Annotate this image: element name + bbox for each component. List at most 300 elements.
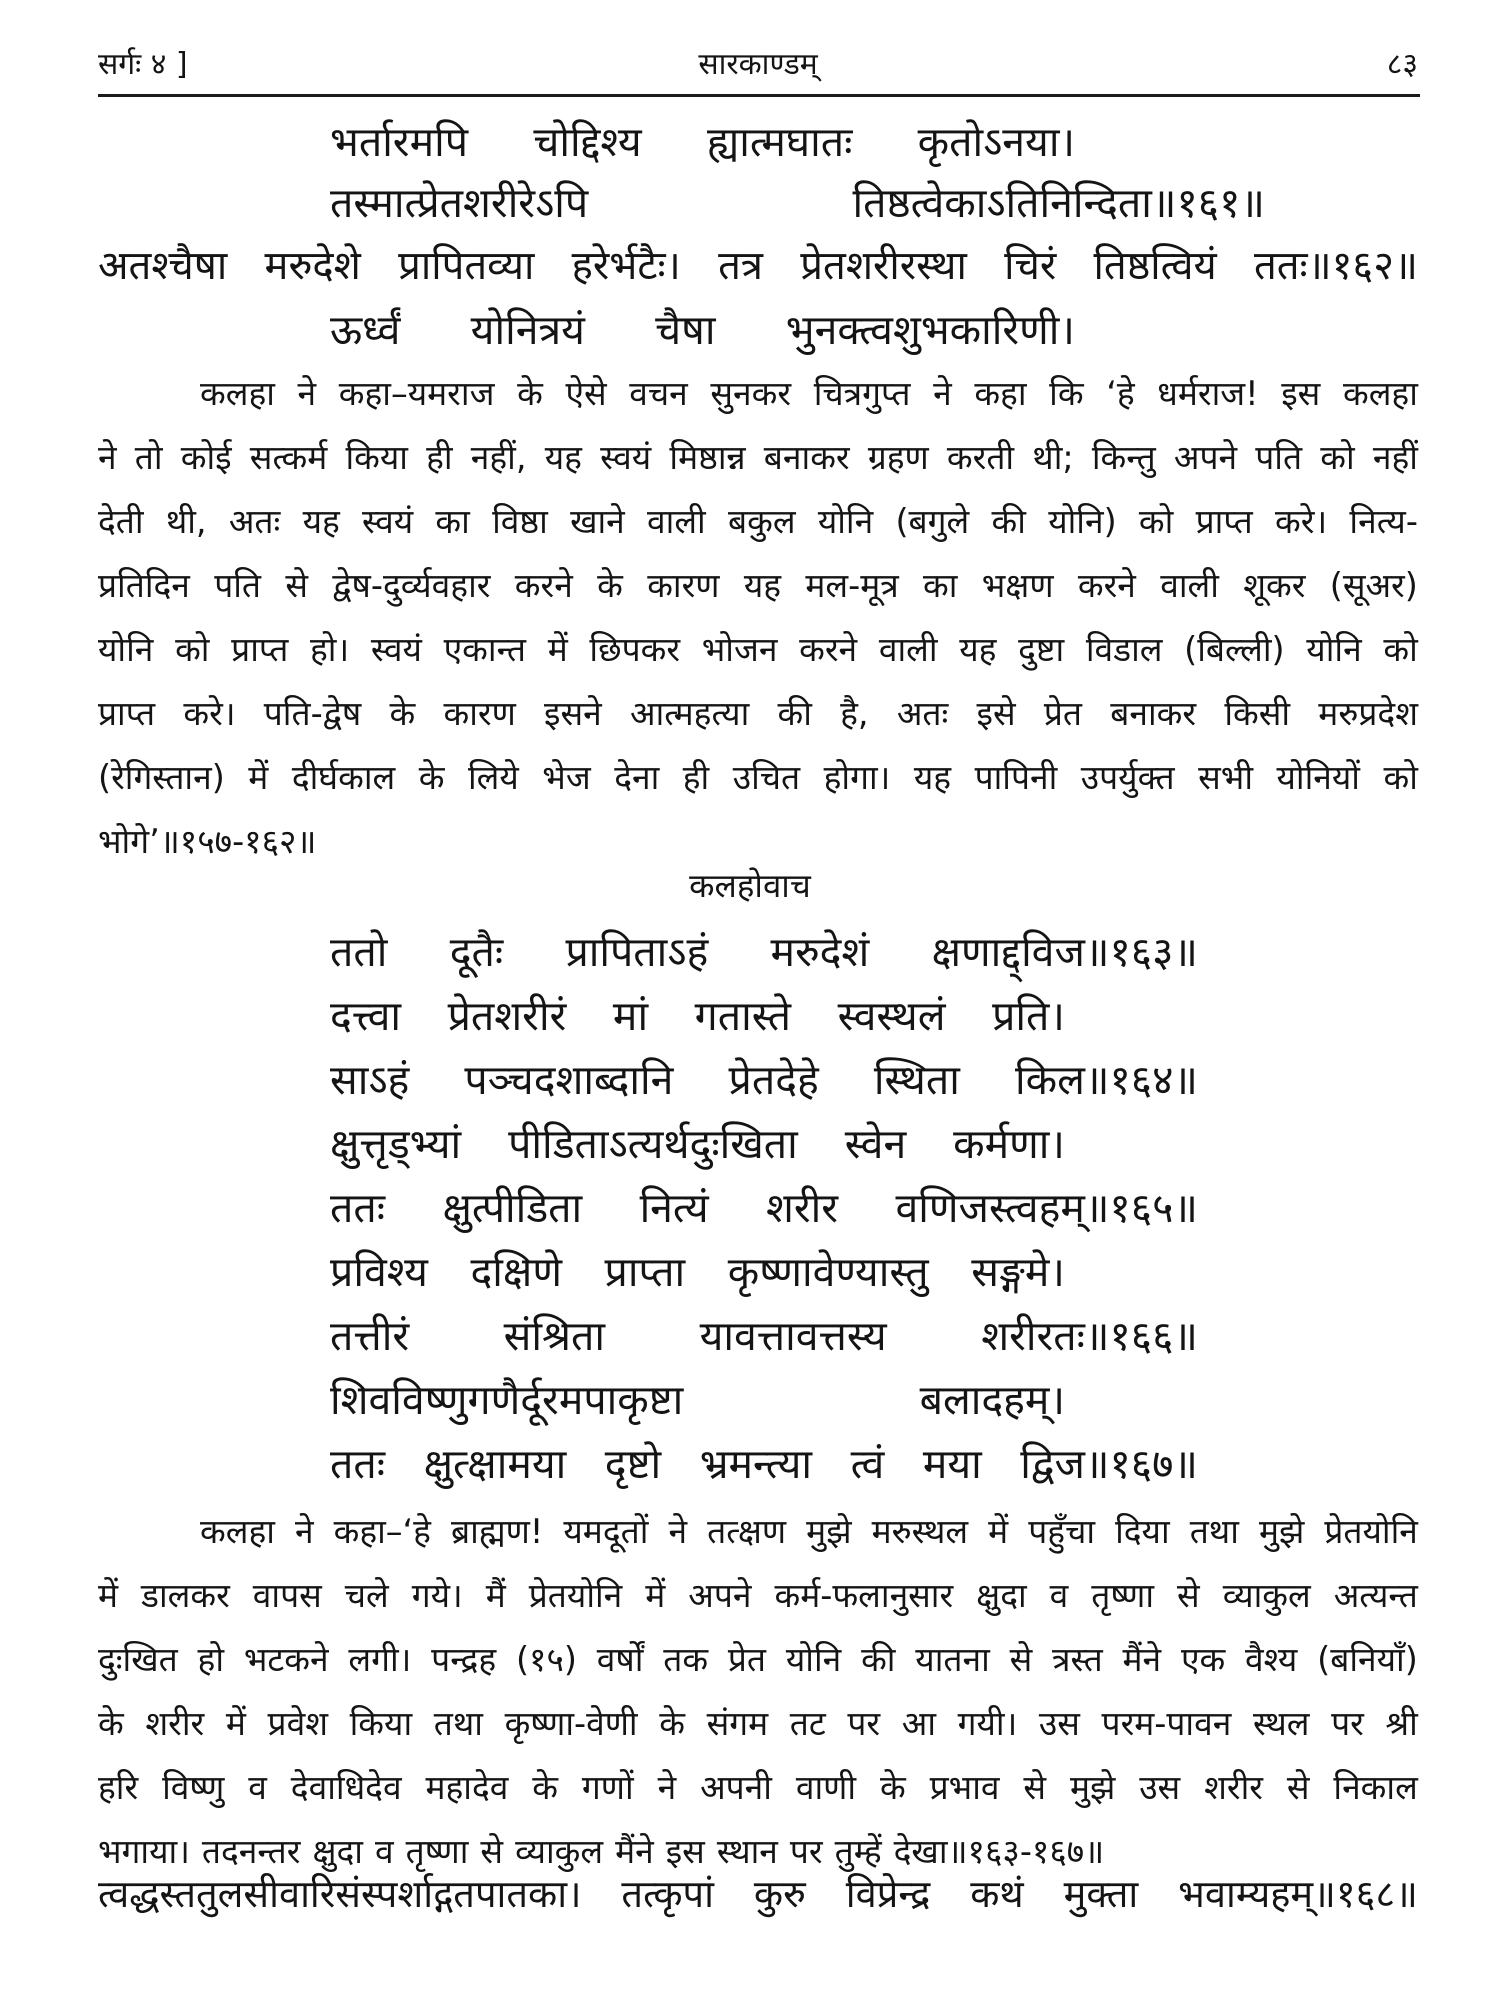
word: वापस xyxy=(252,1576,322,1615)
word: दत्त्वा xyxy=(330,992,402,1040)
paragraph-line xyxy=(98,1500,1418,1564)
paragraph-line xyxy=(98,490,1418,554)
word: क्षुदा xyxy=(976,1576,1027,1615)
word: से xyxy=(480,1832,504,1871)
word: देना xyxy=(614,758,660,797)
word: दुःखित xyxy=(98,1640,178,1679)
word: करने xyxy=(799,630,858,669)
translation-paragraph xyxy=(98,362,1418,874)
word: (१५) xyxy=(515,1640,577,1679)
word: दीर्घकाल xyxy=(291,758,396,797)
word: में xyxy=(988,1512,1009,1551)
word: दिया xyxy=(1115,1512,1170,1551)
word: प्रेतयोनि xyxy=(528,1576,623,1615)
page-number: ८३ xyxy=(1386,47,1418,82)
word: अत्यन्त xyxy=(1333,1576,1418,1615)
word: में xyxy=(225,1704,246,1743)
word: की xyxy=(991,502,1026,541)
word: अतः xyxy=(228,502,281,541)
word: छिपकर xyxy=(589,630,681,669)
word: प्राप्ता xyxy=(604,1248,686,1296)
word: भगाया। xyxy=(98,1832,190,1871)
verse-line xyxy=(330,1244,1065,1300)
word: त्वद्धस्ततुलसीवारिसंस्पर्शाद्गतपातका। xyxy=(98,1872,582,1916)
verse-line xyxy=(330,1308,1198,1364)
word: मल-मूत्र xyxy=(805,566,899,605)
word: करती xyxy=(946,438,1015,477)
translation-paragraph xyxy=(98,1500,1418,1884)
word: प्रवेश xyxy=(267,1704,328,1743)
word: तत्क्षण xyxy=(707,1512,787,1551)
word: स्वस्थलं xyxy=(837,992,946,1040)
word: (रेगिस्तान) xyxy=(98,758,225,797)
word: कलहा xyxy=(200,374,275,413)
word: श्री xyxy=(1385,1704,1418,1743)
word: की xyxy=(777,694,812,733)
word: विष्ठा xyxy=(492,502,548,541)
word: क्षुदा xyxy=(312,1832,363,1871)
word: से xyxy=(285,566,308,605)
word: ततः xyxy=(330,1184,386,1232)
word: को xyxy=(1320,438,1355,477)
word: वचन xyxy=(629,374,688,413)
word: का xyxy=(435,502,470,541)
word: कहा–‘हे xyxy=(333,1512,431,1551)
word: इसने xyxy=(544,694,602,733)
word: (बगुले xyxy=(895,502,970,541)
word: मरुस्थल xyxy=(871,1512,969,1551)
word: कर्मणा। xyxy=(953,1120,1065,1168)
word: इस xyxy=(665,1832,705,1871)
word: भर्तारमपि xyxy=(330,118,469,166)
word: तिष्ठत्वियं xyxy=(1093,243,1217,289)
word: तथा xyxy=(433,1704,483,1743)
word: लगी। xyxy=(348,1640,412,1679)
word: पञ्चदशाब्दानि xyxy=(464,1056,674,1104)
word: इसे xyxy=(976,694,1016,733)
word: पहुँचा xyxy=(1028,1512,1096,1551)
word: भुनक्त्वशुभकारिणी। xyxy=(785,306,1075,354)
word: नित्यं xyxy=(639,1184,709,1232)
word: गतास्ते xyxy=(694,992,792,1040)
word: ने xyxy=(294,1512,314,1551)
page-header xyxy=(98,36,1418,90)
word: है, xyxy=(840,694,869,733)
word: दुष्टा xyxy=(1018,630,1065,669)
word: दृष्टो xyxy=(604,1440,662,1488)
word: वाली xyxy=(878,630,938,669)
word: भेज xyxy=(542,758,591,797)
paragraph-line xyxy=(98,682,1418,746)
word: योनि) xyxy=(1048,502,1117,541)
word: मिष्ठान्न xyxy=(669,438,746,477)
word: योनित्रयं xyxy=(470,306,585,354)
verse-line xyxy=(330,1372,1065,1428)
header-divider xyxy=(98,94,1420,97)
word: को xyxy=(175,630,210,669)
word: कृष्णा-वेणी xyxy=(504,1704,638,1743)
word: मुझे xyxy=(806,1512,852,1551)
paragraph-line xyxy=(98,1756,1418,1820)
word: यह xyxy=(913,758,952,797)
word: स्थल xyxy=(1252,1704,1310,1743)
word: ही xyxy=(682,758,710,797)
verse-line xyxy=(98,1866,1418,1922)
word: के xyxy=(389,694,416,733)
word: में xyxy=(98,1576,119,1615)
word: उस xyxy=(1038,1704,1080,1743)
word: वर्षों xyxy=(596,1640,644,1679)
word: प्रेतशरीरं xyxy=(447,992,567,1040)
word: ने xyxy=(98,438,117,477)
word: नित्य- xyxy=(1349,502,1418,541)
word: योनियों xyxy=(1276,758,1360,797)
paragraph-line xyxy=(98,362,1418,426)
word: भोगे’॥१५७-१६२॥ xyxy=(98,822,317,861)
verse-line xyxy=(330,175,1265,231)
word: यह xyxy=(544,438,582,477)
word: तुम्हें xyxy=(834,1832,882,1871)
word: व xyxy=(374,1832,394,1871)
paragraph-line xyxy=(98,1564,1418,1628)
word: मरुप्रदेश xyxy=(1318,694,1418,733)
word: करे। xyxy=(1275,502,1328,541)
word: संश्रिता xyxy=(503,1312,606,1360)
word: क्षणाद्द्विज॥१६३॥ xyxy=(931,928,1198,976)
word: तत्कृपां xyxy=(621,1872,714,1916)
word: अपने xyxy=(1173,438,1238,477)
word: कारण xyxy=(443,694,516,733)
word: भोजन xyxy=(701,630,778,669)
word: पर xyxy=(1331,1704,1364,1743)
word: शरीर xyxy=(1204,1768,1263,1807)
word: प्राप्त xyxy=(98,694,156,733)
word: विष्णु xyxy=(162,1768,225,1807)
word: साऽहं xyxy=(330,1056,410,1104)
word: से xyxy=(1177,1576,1200,1615)
word: के xyxy=(597,566,623,605)
word: करे। xyxy=(183,694,236,733)
word: परम-पावन xyxy=(1101,1704,1232,1743)
word: शूकर xyxy=(1243,566,1306,605)
word: ने xyxy=(668,1512,688,1551)
word: पति-द्वेष xyxy=(263,694,362,733)
word: प्रेतदेहे xyxy=(728,1056,819,1104)
word: से xyxy=(1286,1768,1310,1807)
word: थी, xyxy=(165,502,207,541)
verse-line xyxy=(330,1436,1198,1492)
section-title: सारकाण्डम् xyxy=(698,47,818,82)
word: ही xyxy=(426,438,453,477)
word: कुरु xyxy=(753,1872,806,1916)
word: विप्रेन्द्र xyxy=(845,1872,931,1916)
word: प्रेत xyxy=(727,1640,767,1679)
word: योनि xyxy=(785,1640,842,1679)
paragraph-line xyxy=(98,554,1418,618)
word: किसी xyxy=(1224,694,1291,733)
word: नहीं xyxy=(1372,438,1418,477)
word: योनि xyxy=(1306,630,1362,669)
word: कलहा xyxy=(200,1512,275,1551)
word: की xyxy=(861,1640,896,1679)
word: क्षुत्पीडिता xyxy=(442,1184,583,1232)
word: दक्षिणे xyxy=(470,1248,562,1296)
verse-line xyxy=(330,114,1075,170)
word: देवाधिदेव xyxy=(290,1768,402,1807)
word: व्याकुल xyxy=(515,1832,604,1871)
word: बनाकर xyxy=(1110,694,1197,733)
word: चोद्दिश्य xyxy=(533,118,642,166)
word: मया xyxy=(922,1440,982,1488)
word: पीडिताऽत्यर्थदुःखिता xyxy=(508,1120,798,1168)
word: प्राप्त xyxy=(1195,502,1253,541)
word: ने xyxy=(933,374,952,413)
word: कहा–यमराज xyxy=(338,374,495,413)
word: प्रापितव्या xyxy=(398,243,535,289)
word: बकुल xyxy=(727,502,796,541)
word: ऊर्ध्वं xyxy=(330,306,401,354)
word: प्रापिताऽहं xyxy=(565,928,709,976)
word: किया xyxy=(345,438,408,477)
word: लिये xyxy=(467,758,519,797)
word: स्वयं xyxy=(370,630,422,669)
verse-line xyxy=(330,924,1198,980)
word: कर्म-फलानुसार xyxy=(774,1576,954,1615)
word: तदनन्तर xyxy=(201,1832,301,1871)
word: यह xyxy=(302,502,340,541)
word: चैषा xyxy=(655,306,716,354)
word: थी; xyxy=(1032,438,1074,477)
word: होगा। xyxy=(823,758,891,797)
word: उस xyxy=(1139,1768,1181,1807)
word: यह xyxy=(959,630,997,669)
word: के xyxy=(532,1768,559,1807)
word: पर xyxy=(847,1704,881,1743)
word: यावत्तावत्तस्य xyxy=(699,1312,887,1360)
word: प्रेतशरीरस्था xyxy=(800,243,967,289)
word: को xyxy=(1383,630,1418,669)
word: बलादहम्। xyxy=(919,1376,1065,1424)
word: को xyxy=(1383,758,1418,797)
word: वणिजस्त्वहम्॥१६५॥ xyxy=(895,1184,1198,1232)
word: से xyxy=(1009,1640,1033,1679)
verse-line xyxy=(330,302,1075,358)
verse-line xyxy=(330,1116,1065,1172)
word: नहीं, xyxy=(470,438,527,477)
word: भवाम्यहम्॥१६८॥ xyxy=(1178,1872,1418,1916)
word: एक xyxy=(1180,1640,1226,1679)
word: आत्महत्या xyxy=(629,694,750,733)
word: पति xyxy=(214,566,262,605)
word: मुक्ता xyxy=(1063,1872,1139,1916)
word: डालकर xyxy=(141,1576,230,1615)
word: सभी xyxy=(1198,758,1253,797)
word: में xyxy=(645,1576,666,1615)
word: कृतोऽनया। xyxy=(917,118,1075,166)
word: द्वेष-दुर्व्यवहार xyxy=(332,566,491,605)
word: ततः xyxy=(330,1440,386,1488)
word: के xyxy=(517,374,543,413)
word: चित्रगुप्त xyxy=(813,374,911,413)
word: चले xyxy=(344,1576,389,1615)
word: मरुदेशे xyxy=(264,243,361,289)
word: निकाल xyxy=(1333,1768,1418,1807)
word: (सूअर) xyxy=(1329,566,1418,605)
word: उचित xyxy=(732,758,801,797)
word: कहा xyxy=(974,374,1027,413)
word: तत्तीरं xyxy=(330,1312,410,1360)
word: क्षुत्क्षामया xyxy=(423,1440,567,1488)
word: अपनी xyxy=(700,1768,772,1807)
word: गयी। xyxy=(957,1704,1018,1743)
word: मुझे xyxy=(1069,1768,1116,1807)
word: एकान्त xyxy=(443,630,526,669)
word: शिवविष्णुगणैर्दूरमपाकृष्टा xyxy=(330,1376,684,1424)
word: कलहा xyxy=(1342,374,1418,413)
paragraph-line xyxy=(98,1628,1418,1692)
word: दूतैः xyxy=(449,928,504,976)
word: मैं xyxy=(485,1576,506,1615)
word: व्याकुल xyxy=(1222,1576,1311,1615)
word: विडाल xyxy=(1085,630,1163,669)
word: आ xyxy=(901,1704,936,1743)
word: शरीरतः॥१६६॥ xyxy=(981,1312,1198,1360)
word: ब्राह्मण! xyxy=(451,1512,544,1551)
word: मरुदेशं xyxy=(770,928,870,976)
word: में xyxy=(547,630,568,669)
word: प्राप्त xyxy=(231,630,289,669)
word: के xyxy=(98,1704,124,1743)
word: देती xyxy=(98,502,144,541)
word: देखा॥१६३-१६७॥ xyxy=(893,1832,1105,1871)
word: सङ्गमे। xyxy=(971,1248,1065,1296)
word: इस xyxy=(1281,374,1321,413)
word: तत्र xyxy=(718,243,763,289)
word: से xyxy=(1023,1768,1047,1807)
word: प्रतिदिन xyxy=(98,566,190,605)
word: ग्रहण xyxy=(867,438,929,477)
word: हरेर्भटैः। xyxy=(571,243,681,289)
word: कथं xyxy=(970,1872,1024,1916)
word: ह्यात्मघातः xyxy=(706,118,853,166)
word: किया xyxy=(349,1704,413,1743)
word: स्वयं xyxy=(362,502,414,541)
word: प्रविश्य xyxy=(330,1248,428,1296)
word: अतः xyxy=(896,694,949,733)
word: पर xyxy=(789,1832,823,1871)
word: तृष्णा xyxy=(405,1832,469,1871)
word: धर्मराज! xyxy=(1157,374,1259,413)
word: महादेव xyxy=(425,1768,509,1807)
word: तृष्णा xyxy=(1091,1576,1155,1615)
word: सत्कर्म xyxy=(249,438,328,477)
word: किन्तु xyxy=(1091,438,1156,477)
word: में xyxy=(248,758,269,797)
word: योनि xyxy=(817,502,874,541)
word: को xyxy=(1138,502,1174,541)
word: पति xyxy=(1255,438,1303,477)
word: ततः॥१६२॥ xyxy=(1253,243,1418,289)
word: वाणी xyxy=(795,1768,857,1807)
word: ने xyxy=(297,374,317,413)
word: शरीर xyxy=(766,1184,839,1232)
word: यमदूतों xyxy=(563,1512,649,1551)
word: गणों xyxy=(581,1768,634,1807)
word: (बिल्ली) xyxy=(1184,630,1285,669)
word: पापिनी xyxy=(974,758,1058,797)
word: क्षुत्तृड्भ्यां xyxy=(330,1120,462,1168)
paragraph-line xyxy=(98,746,1418,810)
word: प्रति। xyxy=(992,992,1065,1040)
verse-line xyxy=(330,1180,1198,1236)
word: कोई xyxy=(180,438,232,477)
word: कारण xyxy=(647,566,720,605)
word: हो xyxy=(197,1640,225,1679)
word: मैंने xyxy=(615,1832,654,1871)
word: स्वेन xyxy=(844,1120,907,1168)
word: संगम xyxy=(706,1704,769,1743)
paragraph-line xyxy=(98,1692,1418,1756)
word: द्विज॥१६७॥ xyxy=(1020,1440,1198,1488)
word: खाने xyxy=(570,502,625,541)
word: प्रेतयोनि xyxy=(1324,1512,1418,1551)
word: शरीर xyxy=(145,1704,205,1743)
word: के xyxy=(879,1768,906,1807)
verse-line xyxy=(330,1052,1198,1108)
word: ततो xyxy=(330,928,388,976)
word: तो xyxy=(134,438,163,477)
word: व xyxy=(1049,1576,1069,1615)
word: वैश्य xyxy=(1245,1640,1298,1679)
word: प्रेत xyxy=(1043,694,1083,733)
verse-line xyxy=(98,238,1418,294)
word: तट xyxy=(789,1704,826,1743)
word: व xyxy=(248,1768,267,1807)
word: करने xyxy=(1077,566,1136,605)
word: भटकने xyxy=(243,1640,329,1679)
word: त्वं xyxy=(850,1440,885,1488)
word: पन्द्रह xyxy=(431,1640,497,1679)
word: उपर्युक्त xyxy=(1080,758,1175,797)
word: भ्रमन्त्या xyxy=(699,1440,813,1488)
word: चिरं xyxy=(1004,243,1057,289)
word: गये। xyxy=(411,1576,463,1615)
word: स्थिता xyxy=(873,1056,960,1104)
chapter-marker: सर्गः ४ ] xyxy=(98,47,188,82)
word: स्वयं xyxy=(600,438,652,477)
word: वाली xyxy=(647,502,706,541)
word: हो। xyxy=(310,630,350,669)
word: अतश्चैषा xyxy=(98,243,228,289)
word: यह xyxy=(743,566,782,605)
word: स्थान xyxy=(716,1832,778,1871)
word: मां xyxy=(612,992,649,1040)
speaker-heading: कलहोवाच xyxy=(689,866,811,905)
word: हरि xyxy=(98,1768,139,1807)
word: बनाकर xyxy=(763,438,850,477)
word: मुझे xyxy=(1258,1512,1305,1551)
word: का xyxy=(923,566,958,605)
word: किल॥१६४॥ xyxy=(1015,1056,1198,1104)
word: तिष्ठत्वेकाऽतिनिन्दिता॥१६१॥ xyxy=(852,179,1265,227)
word: ऐसे xyxy=(565,374,607,413)
verse-line xyxy=(330,988,1065,1044)
word: कि xyxy=(1049,374,1084,413)
word: भक्षण xyxy=(981,566,1054,605)
word: के xyxy=(418,758,445,797)
word: तथा xyxy=(1189,1512,1239,1551)
paragraph-line xyxy=(98,426,1418,490)
